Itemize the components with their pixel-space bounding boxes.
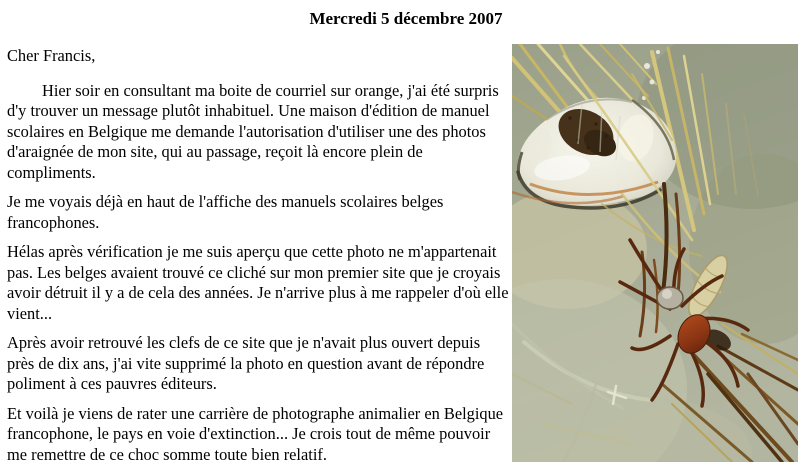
spider-photo-illustration [512, 44, 798, 462]
letter-salutation: Cher Francis, [7, 46, 96, 65]
letter-paragraph: Hélas après vérification je me suis aperçu que cette photo ne m'appartenait pas. Les belges avaient trouvé ce cliché sur mon premier site que je croyais avoir détruit il y a de cela des années. Je n'arrive plus à me rappeler d'où elle vient... [7, 242, 509, 323]
letter-paragraph: Hier soir en consultant ma boite de courriel sur orange, j'ai été surpris d'y trouver un message plutôt inhabituel. Une maison d'édition de manuel scolaires en Belgique me demande l'autorisation d'utiliser une des photos d'araignée de mon site, qui au passage, reçoit là encore plein de compliments. [7, 80, 499, 182]
letter-text [7, 46, 511, 474]
letter-paragraph: Je me voyais déjà en haut de l'affiche des manuels scolaires belges francophones. [7, 192, 444, 232]
page-title: Mercredi 5 décembre 2007 [309, 9, 503, 28]
letter-paragraph: Après avoir retrouvé les clefs de ce site que je n'avait plus ouvert depuis près de dix ans, j'ai vite supprimé la photo en question avant de répondre poliment à ces pauvres éditeurs. [7, 333, 485, 393]
letter-paragraph: Et voilà je viens de rater une carrière de photographe animalier en Belgique francophone, le pays en voie d'extinction... Je crois tout de même pouvoir me remettre de ce choc somme toute bien relatif. [7, 403, 504, 464]
spider-photo [512, 44, 798, 462]
